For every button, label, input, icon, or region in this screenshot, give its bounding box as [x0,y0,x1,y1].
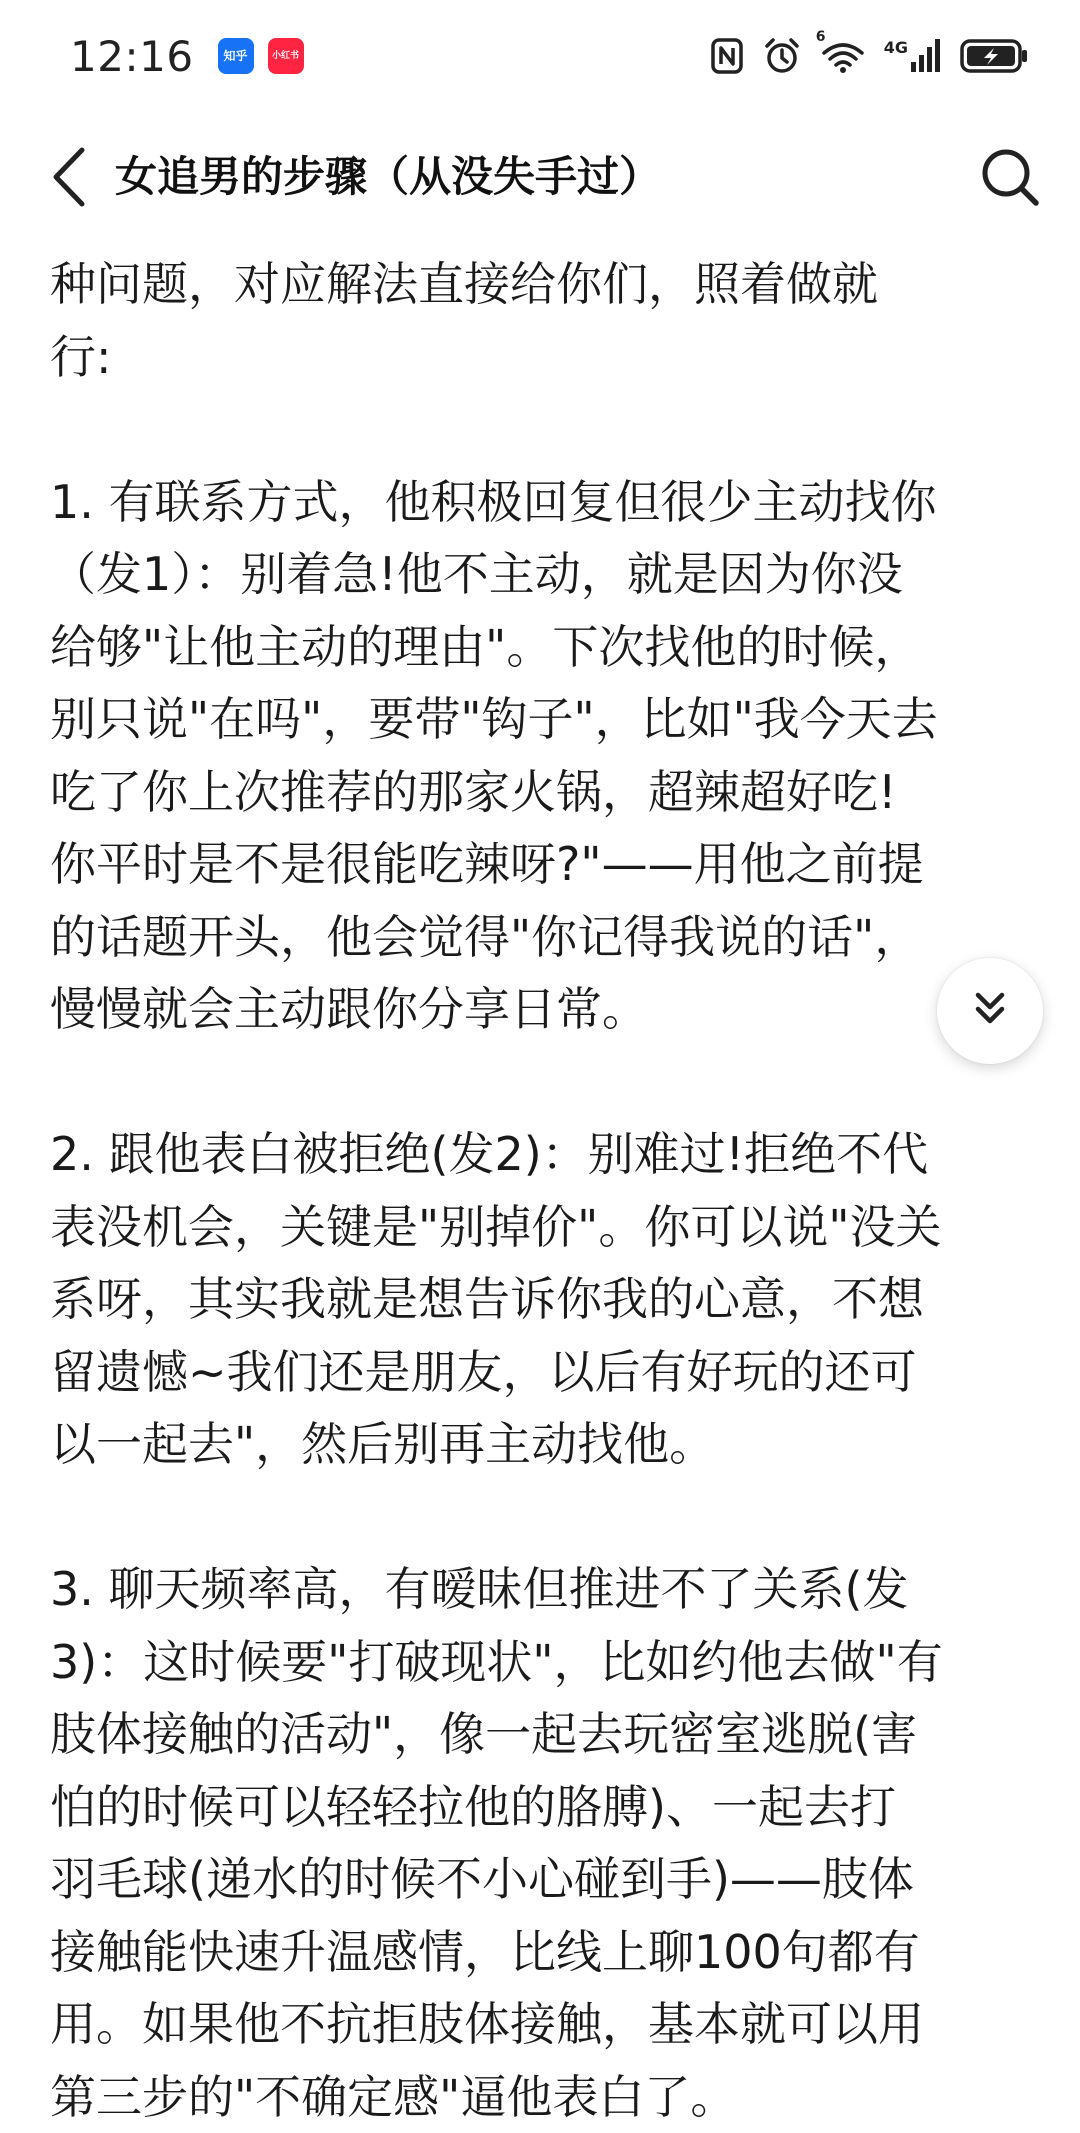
text-line: 1. 有联系方式，他积极回复但很少主动找你 [50,466,1040,539]
text-line: 留遗憾~我们还是朋友，以后有好玩的还可 [50,1336,1040,1409]
text-line: 3)：这时候要"打破现状"，比如约他去做"有 [50,1626,1040,1699]
battery-charging-icon [960,38,1030,74]
text-line: 3. 聊天频率高，有暧昧但推进不了关系(发 [50,1553,1040,1626]
paragraph-step-1 [50,466,1040,1046]
xiaohongshu-app-icon [268,38,304,74]
search-button[interactable] [975,144,1045,214]
article-body [50,248,1040,2133]
signal-4g-icon [884,38,942,74]
status-time: 12:16 [70,32,194,81]
text-line: 给够"让他主动的理由"。下次找他的时候， [50,611,1040,684]
alarm-icon [762,36,802,76]
text-line: 行: [50,321,1040,394]
paragraph-spacer [50,393,1040,466]
app-header [0,120,1080,240]
text-line: （发1）：别着急!他不主动，就是因为你没 [50,538,1040,611]
xiaohongshu-app-label: 小红书 [272,52,299,61]
text-line: 以一起去"，然后别再主动找他。 [50,1408,1040,1481]
text-line: 第三步的"不确定感"逼他表白了。 [50,2061,1040,2133]
double-chevron-down-icon [970,989,1010,1033]
chevron-left-icon [50,146,90,212]
text-line: 肢体接触的活动"，像一起去玩密室逃脱(害 [50,1698,1040,1771]
back-button[interactable] [40,144,100,214]
wifi-icon [820,37,866,75]
text-line: 怕的时候可以轻轻拉他的胳膊)、一起去打 [50,1771,1040,1844]
text-line: 系呀，其实我就是想告诉你我的心意，不想 [50,1263,1040,1336]
paragraph-step-3 [50,1553,1040,2133]
nfc-icon [710,37,744,75]
text-line: 2. 跟他表白被拒绝(发2)：别难过!拒绝不代 [50,1118,1040,1191]
page-title: 女追男的步骤（从没失手过） [115,148,661,207]
text-line: 用。如果他不抗拒肢体接触，基本就可以用 [50,1988,1040,2061]
text-line: 别只说"在吗"，要带"钩子"，比如"我今天去 [50,683,1040,756]
text-line: 你平时是不是很能吃辣呀?"——用他之前提 [50,828,1040,901]
text-line: 表没机会，关键是"别掉价"。你可以说"没关 [50,1191,1040,1264]
zhihu-app-icon [218,38,254,74]
scroll-down-button[interactable] [937,958,1043,1064]
paragraph-step-2 [50,1118,1040,1481]
search-icon [979,146,1041,212]
status-left [70,32,304,81]
paragraph-spacer [50,1046,1040,1119]
network-label: 4G [884,38,908,57]
wifi-label: 6 [816,29,826,45]
status-bar [0,0,1080,112]
paragraph-intro [50,248,1040,393]
paragraph-spacer [50,1481,1040,1554]
text-line: 的话题开头，他会觉得"你记得我说的话"， [50,901,1040,974]
text-line: 慢慢就会主动跟你分享日常。 [50,973,1040,1046]
text-line: 吃了你上次推荐的那家火锅，超辣超好吃! [50,756,1040,829]
text-line: 接触能快速升温感情，比线上聊100句都有 [50,1916,1040,1989]
text-line: 种问题，对应解法直接给你们，照着做就 [50,248,1040,321]
text-line: 羽毛球(递水的时候不小心碰到手)——肢体 [50,1843,1040,1916]
status-right [710,36,1030,76]
zhihu-app-label: 知乎 [224,50,248,62]
